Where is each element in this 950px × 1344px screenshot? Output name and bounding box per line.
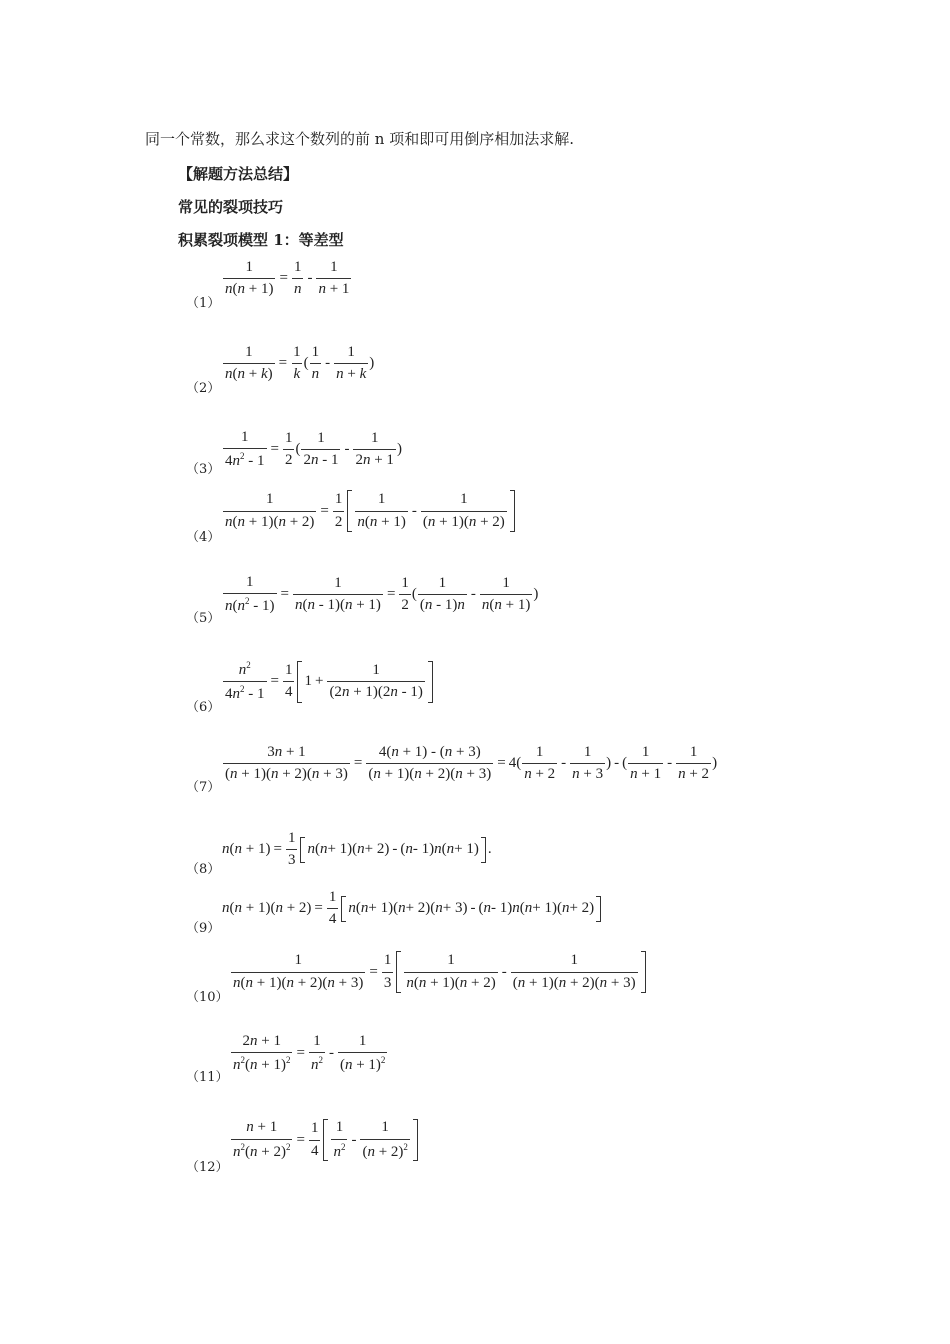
formula-6: $\frac{n^2}{4n^2 - 1}$ = $\frac{1}{4}$ 1 + $\frac{1}{(2n + 1)(2n - 1)}$: [222, 660, 435, 704]
formula-4: $\frac{1}{n(n + 1)(n + 2)}$ = $\frac{1}{2}$ 1 n(n + 1) - 1 (n + 1)(n + 2): [222, 490, 517, 532]
item-number: （9）: [186, 921, 221, 936]
formula-2: $\frac{1}{n(n + k)}$ = $\frac{1}{k}$ ( 1 n - 1 n + k ): [225, 344, 375, 383]
heading-method-summary: 【解题方法总结】: [178, 165, 299, 183]
item-number: （4）: [186, 530, 221, 545]
item-number: （10）: [186, 990, 229, 1005]
formula-12: $\frac{n + 1}{n^2(n + 2)^2}$ = $\frac{1}{4}$ 1 $n^2$ - 1 $(n + 2)^2$: [230, 1119, 420, 1161]
heading-common-tricks: 常见的裂项技巧: [178, 198, 284, 216]
item-number: （7）: [186, 780, 221, 795]
formula-7: $\frac{3n + 1}{(n + 1)(n + 2)(n + 3)}$ = $\frac{4(n + 1) - (n + 3)}{(n + 1)(n + 2)(n + 3)}$ = 4( $\frac{1}{n + 2}$ - 1 n + 3 ) - ( 1 n + 1 - 1 n + 2 ): [225, 744, 718, 783]
formula-1: $\frac{1}{n(n + 1)}$ = $\frac{1}{n}$ - 1 n + 1: [225, 259, 350, 298]
item-number: （8）: [186, 862, 221, 877]
item-number: （2）: [186, 381, 221, 396]
item-number: （5）: [186, 611, 221, 626]
heading-model-1: 积累裂项模型 1：等差型: [178, 231, 344, 249]
intro-text: 同一个常数，那么求这个数列的前 n 项和即可用倒序相加法求解.: [145, 130, 574, 148]
formula-3: $\frac{1}{4n^2 - 1}$ = $\frac{1}{2}$ ( 1 2n - 1 - 1 2n + 1 ): [225, 429, 402, 470]
item-number: （12）: [186, 1160, 229, 1175]
formula-10: $\frac{1}{n(n + 1)(n + 2)(n + 3)}$ = $\frac{1}{3}$ 1 n(n + 1)(n + 2) - 1 (n + 1)(n + 2)(n + 3): [230, 951, 648, 993]
item-number: （1）: [186, 296, 221, 311]
item-number: （6）: [186, 700, 221, 715]
formula-8: n(n + 1) = $\frac{1}{3}$ n ( n + 1)( n + 2) - ( n - 1) n ( n + 1) .: [222, 830, 492, 869]
item-number: （3）: [186, 462, 221, 477]
formula-11: $\frac{2n + 1}{n^2(n + 1)^2}$ = $\frac{1}{n^2}$ - 1 $(n + 1)^2$: [233, 1033, 386, 1074]
item-number: （11）: [186, 1070, 229, 1085]
formula-5: $\frac{1}{n(n^2 - 1)}$ = $\frac{1}{n(n - 1)(n + 1)}$ = $\frac{1}{2}$ ( 1 (n - 1)n - 1 n(n + 1) ): [225, 574, 539, 615]
formula-9: n(n + 1)(n + 2) = $\frac{1}{4}$ n ( n + 1)( n + 2)( n + 3) - ( n - 1) n ( n + 1)( n + 2): [222, 889, 603, 929]
